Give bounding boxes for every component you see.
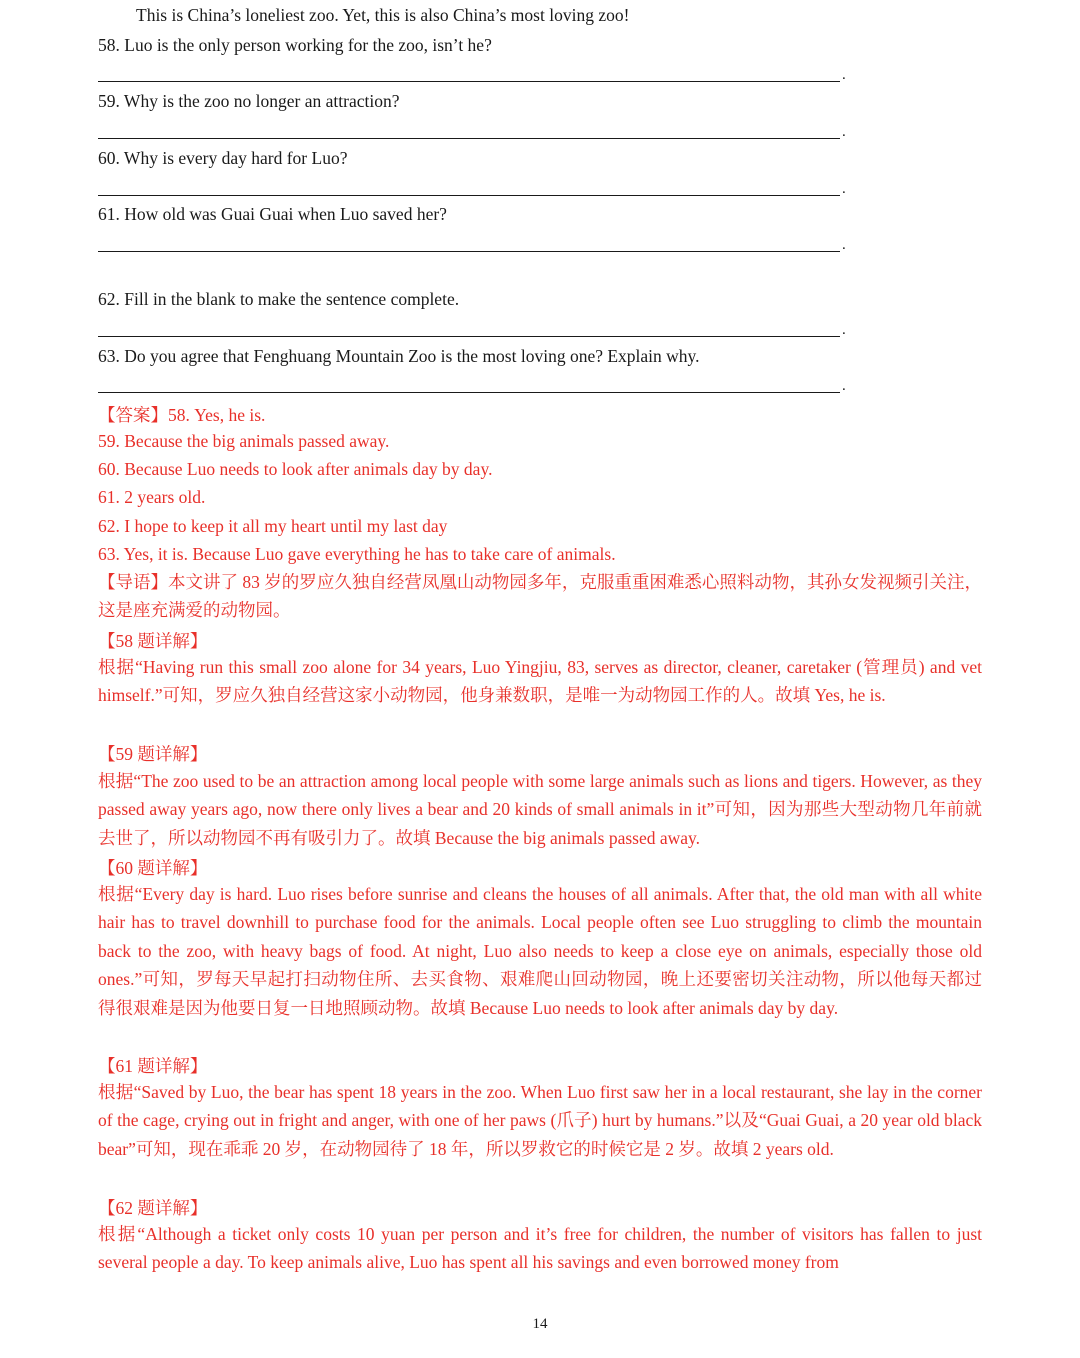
guide-paragraph: 【导语】本文讲了 83 岁的罗应久独自经营凤凰山动物园多年，克服重重困难悉心照料动物，其孙女发视频引关注，这是座充满爱的动物园。: [98, 572, 982, 621]
answer-text-58: 58. Yes, he is.: [168, 405, 266, 425]
answer-58: [98, 402, 265, 427]
answer-63: 63. Yes, it is. Because Luo gave everything he has to take care of animals.: [98, 544, 616, 564]
explanation-heading-59: 【59 题详解】: [98, 744, 208, 764]
answer-60: 60. Because Luo needs to look after animals day by day.: [98, 459, 493, 479]
explanation-body-62: 根据“Although a ticket only costs 10 yuan per person and it’s free for children, the number of visitors has fallen to just several people a day. To keep animals alive, Luo has spent all his savings and even borrowed money from: [98, 1224, 982, 1273]
answer-62: 62. I hope to keep it all my heart until my last day: [98, 516, 448, 536]
explanation-heading-62: 【62 题详解】: [98, 1198, 208, 1218]
explanation-body-61: 根据“Saved by Luo, the bear has spent 18 years in the zoo. When Luo first saw her in a local restaurant, she lay in the corner of the cage, crying out in fright and anger, with one of her paws (爪子) hurt by humans.”以及“Guai Guai, a 20 year old black bear”可知，现在乖乖 20 岁，在动物园待了 18 年，所以罗救它的时候它是 2 岁。故填 2 years old.: [98, 1082, 982, 1159]
answer-label: 【答案】: [98, 405, 168, 425]
intro-sentence: This is China’s loneliest zoo. Yet, this is also China’s most loving zoo!: [136, 5, 630, 25]
explanation-heading-61: 【61 题详解】: [98, 1056, 208, 1076]
answer-blank-62: [98, 336, 840, 337]
question-63: 63. Do you agree that Fenghuang Mountain Zoo is the most loving one? Explain why.: [98, 346, 700, 366]
answer-blank-59: [98, 138, 840, 139]
answer-blank-61: [98, 251, 840, 252]
question-59: 59. Why is the zoo no longer an attraction?: [98, 91, 400, 111]
answer-blank-63: [98, 392, 840, 393]
answer-blank-60: [98, 195, 840, 196]
question-58: 58. Luo is the only person working for the zoo, isn’t he?: [98, 35, 492, 55]
answer-59: 59. Because the big animals passed away.: [98, 431, 390, 451]
question-60: 60. Why is every day hard for Luo?: [98, 148, 348, 168]
answer-61: 61. 2 years old.: [98, 487, 206, 507]
explanation-body-59: 根据“The zoo used to be an attraction among local people with some large animals such as lions and tigers. However, as they passed away years ago, now there only lives a bear and 20 kinds of small animals in it”可知，因为那些大型动物几年前就去世了，所以动物园不再有吸引力了。故填 Because the big animals passed away.: [98, 771, 982, 848]
explanation-body-60: 根据“Every day is hard. Luo rises before sunrise and cleans the houses of all animals. After that, the old man with all white hair has to travel downhill to purchase food for the animals. Local people often see Luo struggling to climb the mountain back to the zoo, with heavy bags of food. At night, Luo also needs to keep a close eye on animals, especially those old ones.”可知，罗每天早起打扫动物住所、去买食物、艰难爬山回动物园，晚上还要密切关注动物，所以他每天都过得很艰难是因为他要日复一日地照顾动物。故填 Because Luo needs to look after animals day by day.: [98, 884, 982, 1018]
page-number: 14: [532, 1316, 548, 1332]
question-61: 61. How old was Guai Guai when Luo saved her?: [98, 204, 447, 224]
explanation-body-58: 根据“Having run this small zoo alone for 34 years, Luo Yingjiu, 83, serves as director, cleaner, caretaker (管理员) and vet himself.”可知，罗应久独自经营这家小动物园，他身兼数职，是唯一为动物园工作的人。故填 Yes, he is.: [98, 657, 982, 706]
explanation-heading-60: 【60 题详解】: [98, 858, 208, 878]
question-62: 62. Fill in the blank to make the sentence complete.: [98, 289, 460, 309]
explanation-heading-58: 【58 题详解】: [98, 631, 208, 651]
answer-blank-58: [98, 81, 840, 82]
